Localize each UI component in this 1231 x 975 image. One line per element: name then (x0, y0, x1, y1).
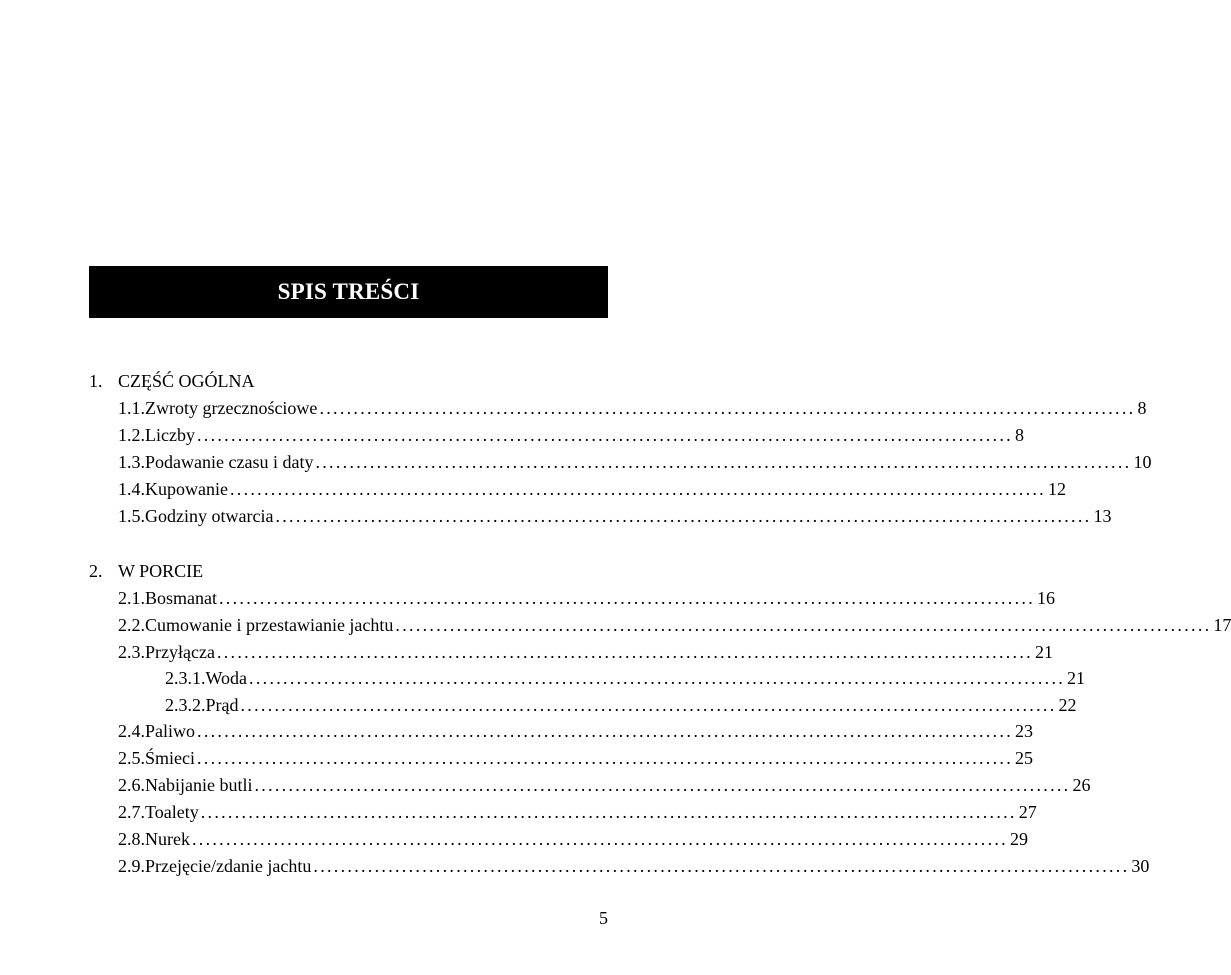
toc-entry-page: 8 (1014, 425, 1024, 445)
toc-leader-dots: ........................................................................................................................ (240, 695, 1057, 715)
toc-entry-label: Przyłącza (145, 642, 215, 662)
toc-entry-number: 1.3. (118, 452, 145, 472)
toc-leader-dots: ........................................................................................................................ (216, 642, 1033, 662)
toc-leader-dots: ........................................................................................................................ (229, 479, 1046, 499)
toc-entry-label: Paliwo (145, 721, 196, 741)
toc-leader-dots: ........................................................................................................................ (196, 425, 1013, 445)
toc-entry-number: 1.4. (118, 479, 145, 499)
toc-entry (89, 692, 1077, 718)
toc-entry-label: Nurek (145, 829, 190, 849)
toc-leader-dots: ........................................................................................................................ (313, 856, 1130, 876)
toc-leader-dots: ........................................................................................................................ (197, 748, 1013, 768)
toc-entry-number: 2.5. (118, 748, 145, 768)
toc-entry-page: 27 (1018, 802, 1037, 822)
toc-leader-dots: ........................................................................................................................ (249, 668, 1066, 688)
toc-entry (89, 585, 1055, 611)
toc-entry-number: 1.2. (118, 425, 145, 445)
page-title: SPIS TREŚCI (277, 279, 420, 304)
toc-entry-label: Kupowanie (145, 479, 228, 499)
toc-entry-number: 2.3.2. (165, 695, 206, 715)
toc-entry-label: Zwroty grzecznościowe (145, 398, 318, 418)
toc-entry (89, 368, 608, 394)
toc-entry (89, 772, 1091, 798)
toc-entry-page: 25 (1015, 748, 1033, 768)
toc-entry-page: 21 (1034, 642, 1053, 662)
toc-entry (89, 612, 1231, 638)
toc-entry (89, 558, 608, 584)
toc-entry (89, 745, 1033, 771)
toc-leader-dots: ........................................................................................................................ (319, 398, 1136, 418)
toc-entry (89, 639, 1053, 665)
toc-entry-label: Prąd (205, 695, 239, 715)
toc-entry (89, 665, 1086, 691)
toc-title-bar (89, 266, 608, 318)
toc-entry (89, 449, 1152, 475)
toc-entry-page: 21 (1067, 668, 1086, 688)
toc-entry-number: 2.2. (118, 615, 145, 635)
toc-entry-number: 2.8. (118, 829, 145, 849)
toc-entry-number: 2.1. (118, 588, 145, 608)
toc-entry-number: 1.5. (118, 506, 145, 526)
toc-entry-number: 2.3. (118, 642, 145, 662)
toc-entry-page: 29 (1009, 829, 1028, 849)
toc-entry-label: Cumowanie i przestawianie jachtu (145, 615, 394, 635)
toc-leader-dots: ........................................................................................................................ (315, 452, 1132, 472)
toc-entry (89, 503, 1112, 529)
toc-entry-label: Nabijanie butli (145, 775, 253, 795)
toc-entry-label: CZĘŚĆ OGÓLNA (118, 371, 255, 391)
toc-entry-number: 2.6. (118, 775, 145, 795)
toc-entry-page: 30 (1131, 856, 1150, 876)
toc-entry-label: Toalety (145, 802, 199, 822)
toc-entry (89, 476, 1066, 502)
toc-entry (89, 395, 1147, 421)
toc-entry-number: 1.1. (118, 398, 145, 418)
toc-entry-label: W PORCIE (118, 561, 204, 581)
toc-entry-label: Woda (205, 668, 248, 688)
page-number: 5 (599, 908, 608, 928)
toc-leader-dots: ........................................................................................................................ (219, 588, 1035, 608)
toc-entry-number: 1. (89, 371, 103, 391)
toc-entry-page: 26 (1072, 775, 1091, 795)
toc-entry-number: 2.7. (118, 802, 145, 822)
toc-entry-label: Bosmanat (145, 588, 217, 608)
toc-entry (89, 826, 1028, 852)
toc-entry-page: 17 (1213, 615, 1231, 635)
toc-entry-page: 8 (1137, 398, 1147, 418)
toc-entry-label: Liczby (145, 425, 195, 445)
toc-entry-label: Śmieci (145, 748, 195, 768)
toc-entry-page: 23 (1015, 721, 1034, 741)
toc-entry-page: 13 (1093, 506, 1112, 526)
toc-entry-number: 2.9. (118, 856, 145, 876)
toc-leader-dots: ........................................................................................................................ (395, 615, 1212, 635)
toc-leader-dots: ........................................................................................................................ (191, 829, 1008, 849)
toc-entry-number: 2. (89, 561, 103, 581)
toc-leader-dots: ........................................................................................................................ (254, 775, 1071, 795)
toc-entry-page: 10 (1133, 452, 1152, 472)
toc-entry (89, 799, 1037, 825)
toc-entry-number: 2.4. (118, 721, 145, 741)
toc-entry (89, 718, 1034, 744)
toc-entry-label: Podawanie czasu i daty (145, 452, 314, 472)
toc-entry-label: Przejęcie/zdanie jachtu (145, 856, 312, 876)
toc-entry-page: 22 (1058, 695, 1077, 715)
toc-entry-page: 16 (1037, 588, 1055, 608)
toc-entry-label: Godziny otwarcia (145, 506, 274, 526)
toc-leader-dots: ........................................................................................................................ (275, 506, 1092, 526)
toc-entry (89, 853, 1150, 879)
toc-leader-dots: ........................................................................................................................ (200, 802, 1017, 822)
toc-entry-number: 2.3.1. (165, 668, 206, 688)
toc-leader-dots: ........................................................................................................................ (197, 721, 1014, 741)
toc-entry-page: 12 (1047, 479, 1066, 499)
toc-entry (89, 422, 1024, 448)
